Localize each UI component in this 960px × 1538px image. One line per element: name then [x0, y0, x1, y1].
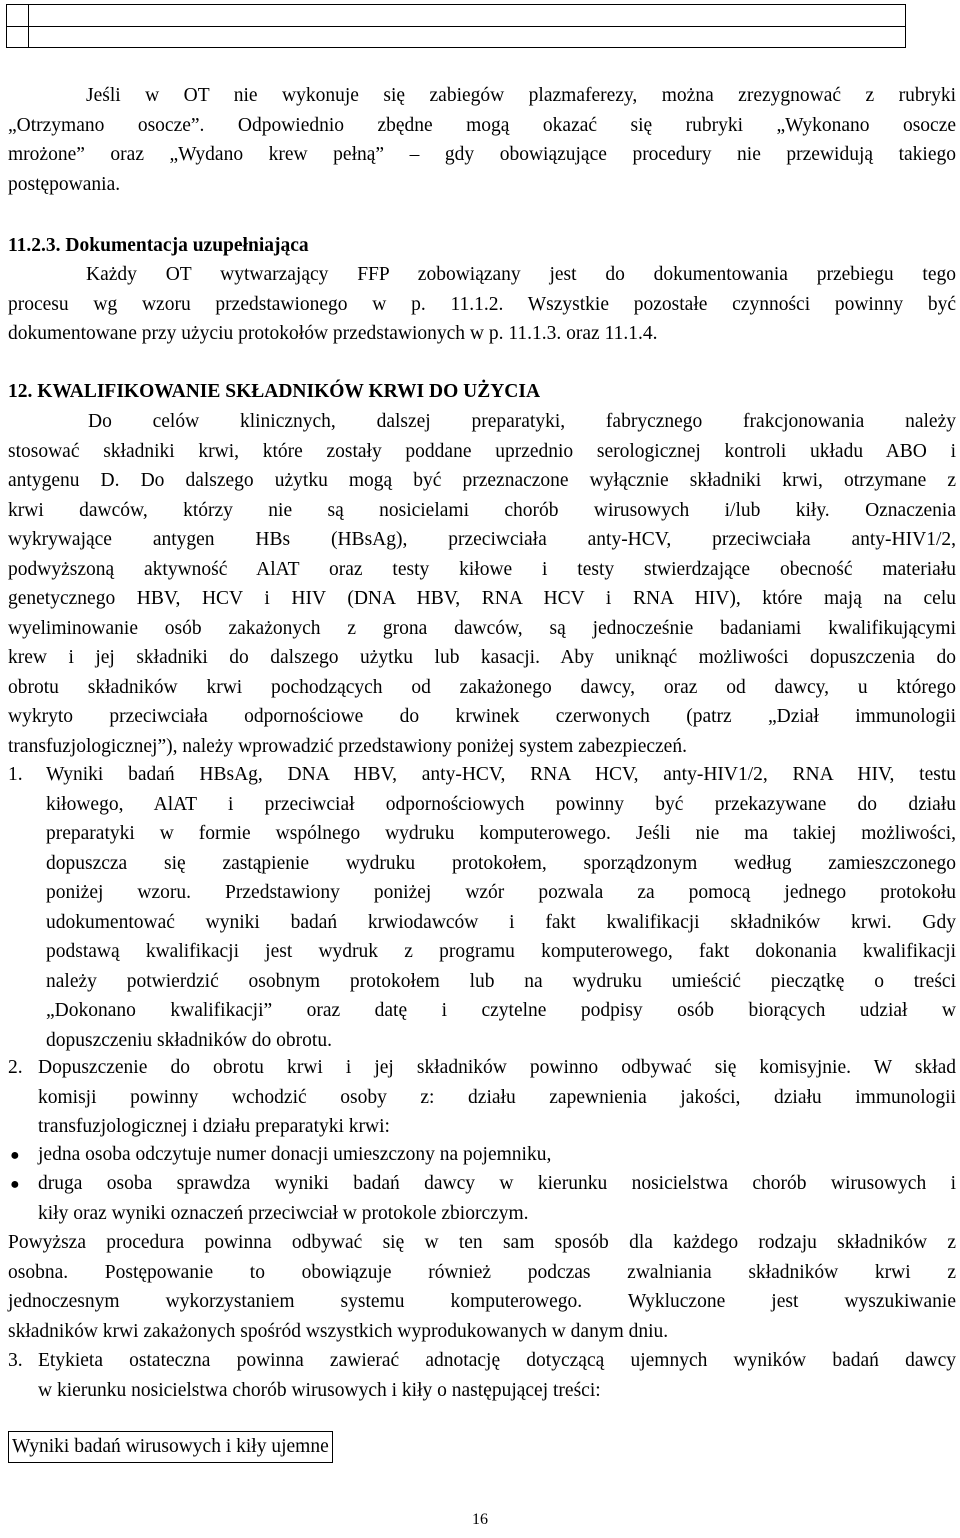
text-line: antygenu D. Do dalszego użytku mogą być przeznaczone wyłącznie składniki krwi, otrzymane z	[8, 470, 956, 491]
text-line: kiłowego, AlAT i przeciwciał odpornościowych powinny być przekazywane do działu	[46, 793, 956, 815]
list-number: 1.	[8, 764, 23, 785]
text-line: druga osoba sprawdza wyniki badań dawcy w kierunku nosicielstwa chorób wirusowych i	[38, 1173, 956, 1194]
table-cell	[7, 5, 29, 26]
paragraph-plasma	[8, 81, 956, 199]
text-line: kiły oraz wyniki oznaczeń przeciwciał w protokole zbiorczym.	[38, 1202, 529, 1224]
text-line: stosować składniki krwi, które zostały poddane uprzednio serologicznej kontroli układu ABO i	[8, 440, 956, 462]
text-line: osobna. Postępowanie to obowiązuje również podczas zwalniania składników krwi z	[8, 1261, 956, 1283]
page-number: 16	[472, 1511, 488, 1528]
bullet-item	[38, 1169, 956, 1228]
text-line: genetycznego HBV, HCV i HIV (DNA HBV, RNA HCV i RNA HIV), które mają na celu	[8, 588, 956, 609]
bullet-icon: ●	[10, 1176, 20, 1193]
text-line: dopuszczeniu składników do obrotu.	[46, 1029, 332, 1051]
text-line: komisji powinny wchodzić osoby z: działu zapewnienia jakości, działu immunologii	[38, 1086, 956, 1108]
text-line: jedna osoba odczytuje numer donacji umieszczony na pojemniku,	[38, 1144, 552, 1165]
text-line: „Otrzymano osocze”. Odpowiednio zbędne mogą okazać się rubryki „Wykonano osocze	[8, 114, 956, 136]
text-line: Etykieta ostateczna powinna zawierać adnotację dotyczącą ujemnych wyników badań dawcy	[38, 1350, 956, 1371]
list-item-1	[46, 760, 956, 1055]
text-line: „Dokonano kwalifikacji” oraz datę i czytelne podpisy osób biorących udział w	[46, 1000, 956, 1021]
text-line: Jeśli w OT nie wykonuje się zabiegów plazmaferezy, można zrezygnować z rubryki	[86, 85, 956, 106]
table-cell	[7, 26, 29, 48]
table-row	[7, 26, 905, 48]
list-number: 3.	[8, 1350, 23, 1371]
text-line: poniżej wzoru. Przedstawiony poniżej wzór pozwala za pomocą jednego protokołu	[46, 882, 956, 903]
text-line: krew i jej składniki do dalszego użytku lub kasacji. Aby uniknąć możliwości dopuszczenia do	[8, 647, 956, 668]
text-line: podstawą kwalifikacji jest wydruk z programu komputerowego, fakt dokonania kwalifikacji	[46, 941, 956, 962]
label-box: Wyniki badań wirusowych i kiły ujemne	[8, 1431, 333, 1463]
section-heading-12: 12. KWALIFIKOWANIE SKŁADNIKÓW KRWI DO UŻYCIA	[8, 381, 541, 402]
section-heading-11-2-3: 11.2.3. Dokumentacja uzupełniająca	[8, 235, 309, 256]
text-line: dokumentowane przy użyciu protokołów przedstawionych w p. 11.1.3. oraz 11.1.4.	[8, 323, 658, 344]
text-line: preparatyki w formie wspólnego wydruku komputerowego. Jeśli nie ma takiej możliwości,	[46, 823, 956, 844]
text-line: należy potwierdzić osobnym protokołem lub na wydruku umieścić pieczątkę o treści	[46, 970, 956, 992]
list-item-3	[38, 1346, 956, 1405]
text-line: Do celów klinicznych, dalszej preparatyki, fabrycznego frakcjonowania należy	[88, 411, 956, 432]
paragraph-12	[8, 407, 956, 761]
text-line: wykrywające antygen HBs (HBsAg), przeciwciała anty-HCV, przeciwciała anty-HIV1/2,	[8, 529, 956, 550]
list-number: 2.	[8, 1057, 23, 1078]
table-fragment	[6, 4, 906, 48]
text-line: Dopuszczenie do obrotu krwi i jej składników powinno odbywać się komisyjnie. W skład	[38, 1057, 956, 1078]
paragraph-11-2-3	[8, 260, 956, 349]
text-line: składników krwi zakażonych spośród wszystkich wyprodukowanych w danym dniu.	[8, 1320, 669, 1342]
text-line: wykryto przeciwciała odpornościowe do krwinek czerwonych (patrz „Dział immunologii	[8, 706, 956, 727]
text-line: podwyższoną aktywność AlAT oraz testy kiłowe i testy stwierdzające obecność materiału	[8, 558, 956, 580]
bullet-icon: ●	[10, 1147, 20, 1164]
text-line: procesu wg wzoru przedstawionego w p. 11.1.2. Wszystkie pozostałe czynności powinny być	[8, 293, 956, 315]
text-line: obrotu składników krwi pochodzących od zakażonego dawcy, oraz od dawcy, u którego	[8, 676, 956, 698]
text-line: transfuzjologicznej”), należy wprowadzić przedstawiony poniżej system zabezpieczeń.	[8, 735, 687, 757]
text-line: krwi dawców, którzy nie są nosicielami chorób wirusowych i/lub kiły. Oznaczenia	[8, 499, 956, 521]
list-item-2	[38, 1053, 956, 1142]
text-line: Wyniki badań HBsAg, DNA HBV, anty-HCV, RNA HCV, anty-HIV1/2, RNA HIV, testu	[46, 764, 956, 785]
text-line: postępowania.	[8, 173, 121, 195]
text-line: transfuzjologicznej i działu preparatyki krwi:	[38, 1116, 390, 1137]
text-line: w kierunku nosicielstwa chorób wirusowych i kiły o następującej treści:	[38, 1379, 601, 1401]
bullet-item	[38, 1140, 956, 1170]
text-line: wyeliminowanie osób zakażonych z grona dawców, są jednocześnie badaniami kwalifikującymi	[8, 617, 956, 639]
paragraph-procedure	[8, 1228, 956, 1346]
table-row	[7, 5, 905, 27]
text-line: dopuszcza się zastąpienie wydruku protokołem, sporządzonym według zamieszczonego	[46, 852, 956, 874]
text-line: mrożone” oraz „Wydano krew pełną” – gdy obowiązujące procedury nie przewidują takiego	[8, 144, 956, 165]
text-line: Każdy OT wytwarzający FFP zobowiązany jest do dokumentowania przebiegu tego	[86, 264, 956, 285]
text-line: jednoczesnym wykorzystaniem systemu komputerowego. Wykluczone jest wyszukiwanie	[8, 1291, 956, 1312]
text-line: Powyższa procedura powinna odbywać się w ten sam sposób dla każdego rodzaju składników z	[8, 1232, 956, 1253]
text-line: udokumentować wyniki badań krwiodawców i fakt kwalifikacji składników krwi. Gdy	[46, 911, 956, 933]
